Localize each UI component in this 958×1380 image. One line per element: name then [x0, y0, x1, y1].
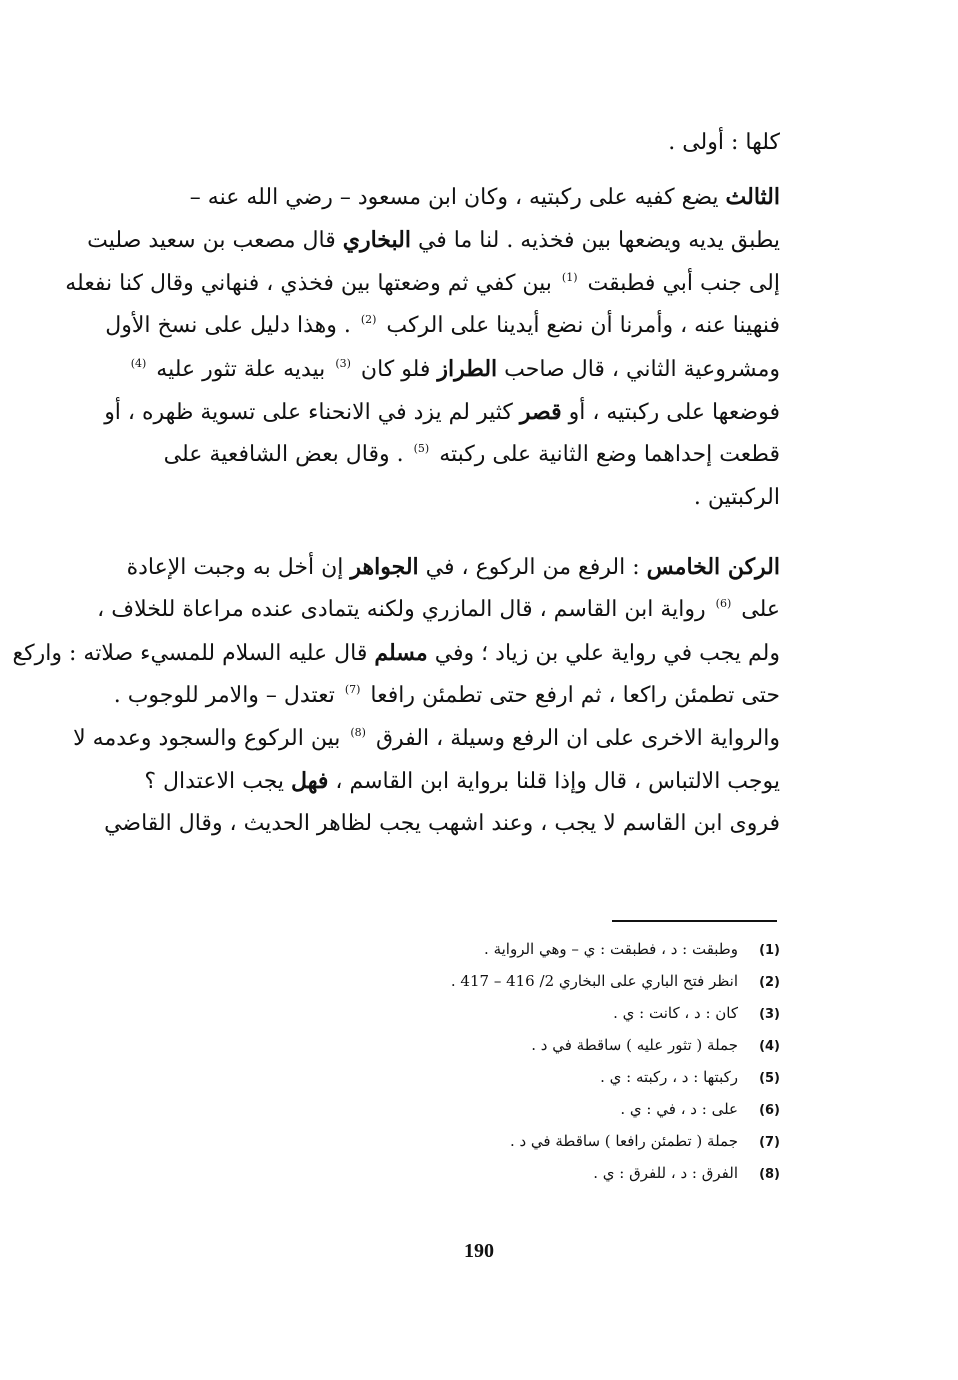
text-run: فنهينا عنه ، وأمرنا أن نضع أيدينا على الركب [386, 313, 780, 339]
text-run: قطعت إحداهما وضع الثانية على ركبته [439, 442, 780, 468]
bold-term: الركن الخامس [646, 554, 780, 580]
bold-term: البخاري [342, 227, 411, 254]
text-run: بين كفي ثم وضعتها بين فخذي ، فنهاني وقال كنا نفعله [65, 270, 552, 296]
text-run: . وهذا دليل على نسخ الأول [105, 313, 351, 339]
text-run: فلو كان [360, 356, 431, 382]
footnote-text: كان : د ، كانت : ي . [613, 1004, 738, 1022]
footnote-number: (5) [759, 1071, 780, 1086]
text-run: والرواية الاخرى على ان الرفع وسيلة ، الفرق [375, 725, 780, 751]
footnote-text: جملة ( تثور عليه ) ساقطة في د . [531, 1036, 738, 1054]
bold-term: الطراز [437, 355, 498, 382]
text-run: كثير لم يزد في الانحناء على تسوية ظهره ، أو [104, 400, 513, 426]
text-line [12, 632, 780, 675]
text-run: إن أخل به وجبت الإعادة [126, 555, 344, 580]
text-line [97, 589, 780, 631]
footnote-number: (3) [759, 1007, 780, 1022]
text-run: ولم يجب في رواية علي بن زياد ؛ وفي [434, 640, 780, 666]
bold-term: مسلم [374, 639, 428, 666]
text-line [87, 219, 780, 262]
text-run: إلى جنب أبي فطبقت [587, 270, 780, 296]
text-run: ومشروعية الثاني ، قال صاحب [504, 356, 780, 382]
footnote-item [360, 1062, 780, 1094]
footnote-text: ركبتها : د ، ركبته : ي . [600, 1068, 738, 1086]
text-line [65, 263, 780, 305]
text-run: قال مصعب بن سعيد صليت [87, 228, 336, 254]
footnote-number: (6) [759, 1103, 780, 1118]
footnote-text: وطبقت : د ، فطبقت : ي – وهي الرواية . [484, 940, 738, 958]
footnote-text: انظر فتح الباري على البخاري 2/ 416 – 417 . [450, 972, 738, 990]
footnote-number: (4) [759, 1039, 780, 1054]
text-run: على [741, 597, 780, 623]
footnote-ref: (5) [413, 442, 430, 456]
text-line [108, 434, 780, 476]
text-run: قال عليه السلام للمسيء صلاته : واركع [12, 640, 368, 666]
bold-term: قصر [519, 399, 562, 426]
text-line: فروى ابن القاسم لا يجب ، وعند اشهب يجب لظاهر الحديث ، وقال القاضي [104, 811, 780, 837]
footnote-item [360, 1126, 780, 1158]
footnote-item [360, 1094, 780, 1126]
paragraph-2 [65, 176, 780, 519]
footnote-item [360, 1030, 780, 1062]
text-line [73, 718, 780, 760]
text-run: . وقال بعض الشافعية على [163, 442, 404, 468]
footnote-ref: (1) [561, 270, 578, 284]
footnotes-list [360, 934, 780, 1190]
text-line: كلها : أولى . [668, 130, 780, 155]
footnote-ref: (7) [344, 683, 361, 697]
text-line [105, 305, 780, 347]
footnote-ref: (6) [715, 597, 732, 611]
footnote-item [360, 966, 780, 998]
text-run: تعتدل – والامر للوجوب . [113, 683, 335, 709]
footnote-divider [612, 920, 777, 922]
footnote-number: (7) [759, 1135, 780, 1150]
text-run: حتى تطمئن راكعا ، ثم ارفع حتى تطمئن رافعا [370, 683, 780, 709]
footnote-text: الفرق : د ، للفرق : ي . [593, 1164, 738, 1182]
paragraph-3 [12, 546, 780, 846]
text-line [108, 675, 780, 717]
bold-term: الثالث [725, 184, 780, 210]
footnote-number: (8) [759, 1167, 780, 1182]
text-line [108, 348, 780, 391]
paragraph-1 [108, 122, 780, 164]
text-run: يجب الاعتدال ؟ [144, 769, 285, 795]
footnote-text: على : د ، في : ي . [620, 1100, 738, 1118]
text-run: يطبق يديه ويضعها بين فخذيه . لنا ما في [417, 228, 780, 254]
text-line [108, 760, 780, 803]
text-run: بيديه علة تثور عليه [156, 356, 326, 382]
text-line [108, 546, 780, 589]
footnote-number: (1) [759, 943, 780, 958]
page-number: 190 [464, 1240, 494, 1262]
footnote-number: (2) [759, 975, 780, 990]
text-run: فوضعها على ركبتيه ، أو [568, 400, 780, 426]
footnote-text: جملة ( تطمئن رافعا ) ساقطة في د . [509, 1132, 738, 1150]
text-run: يوجب الالتباس ، قال وإذا قلنا برواية ابن القاسم ، [335, 769, 780, 795]
text-run: : الرفع من الركوع ، في [425, 555, 640, 580]
text-run: بين الركوع والسجود وعدمه لا [73, 725, 341, 751]
footnote-ref: (3) [335, 356, 351, 370]
bold-term: فهل [291, 768, 329, 795]
footnote-item [360, 934, 780, 966]
text-line: الركبتين . [693, 484, 780, 510]
footnote-ref: (2) [360, 313, 377, 327]
footnote-ref: (8) [350, 725, 366, 739]
text-line [108, 176, 780, 219]
footnote-ref: (4) [130, 356, 147, 370]
footnote-item [360, 998, 780, 1030]
text-run: رواية ابن القاسم ، قال المازري ولكنه يتمادى عنده مراعاة للخلاف ، [97, 597, 706, 623]
footnote-item [360, 1158, 780, 1190]
text-line [104, 391, 780, 434]
text-run: يضع كفيه على ركبتيه ، وكان ابن مسعود – رضي الله عنه – [189, 185, 719, 210]
bold-term: الجواهر [350, 554, 419, 580]
